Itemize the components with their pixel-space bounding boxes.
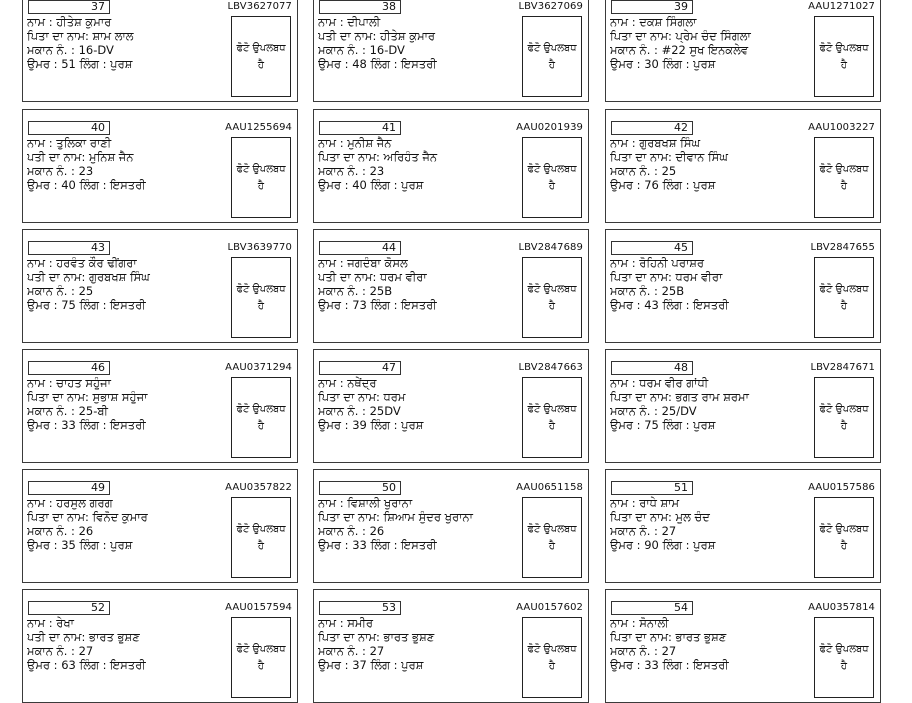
photo-label-line2: ਹੈ	[840, 420, 848, 432]
photo-label-line1: ਫੋਟੋ ਉਪਲਬਧ	[819, 643, 869, 655]
voter-card	[313, 469, 589, 583]
house-number: ਮਕਾਨ ਨੰ. : 27	[318, 644, 385, 658]
photo-placeholder	[231, 257, 291, 338]
epic-number: LBV3627069	[518, 1, 583, 12]
house-number: ਮਕਾਨ ਨੰ. : 27	[610, 644, 677, 658]
voter-card	[22, 469, 298, 583]
photo-label-line1: ਫੋਟੋ ਉਪਲਬਧ	[819, 283, 869, 295]
serial-number: 46	[28, 361, 110, 375]
photo-label-line1: ਫੋਟੋ ਉਪਲਬਧ	[236, 42, 286, 54]
epic-number: LBV2847655	[810, 242, 875, 253]
voter-card	[22, 349, 298, 463]
photo-label-line1: ਫੋਟੋ ਉਪਲਬਧ	[236, 523, 286, 535]
relation-name: ਪਿਤਾ ਦਾ ਨਾਮ: ਪ੍ਰੇਮ ਚੰਦ ਸਿੰਗਲਾ	[610, 29, 751, 43]
relation-name: ਪਿਤਾ ਦਾ ਨਾਮ: ਧਰਮ ਵੀਰਾ	[610, 270, 723, 284]
epic-number: AAU0157586	[808, 482, 875, 493]
voter-details	[27, 496, 232, 552]
photo-label-line1: ਫੋਟੋ ਉਪਲਬਧ	[527, 643, 577, 655]
voter-name: ਨਾਮ : ਵਿਸ਼ਾਲੀ ਖੁਰਾਨਾ	[318, 496, 413, 510]
photo-label-line1: ਫੋਟੋ ਉਪਲਬਧ	[236, 403, 286, 415]
voter-details	[27, 136, 232, 192]
photo-label-line1: ਫੋਟੋ ਉਪਲਬਧ	[819, 163, 869, 175]
serial-number: 44	[319, 241, 401, 255]
voter-name: ਨਾਮ : ਚਾਹਤ ਸਹੂੰਜਾ	[27, 376, 111, 390]
serial-number: 39	[611, 0, 693, 14]
house-number: ਮਕਾਨ ਨੰ. : 25/DV	[610, 404, 697, 418]
epic-number: AAU0201939	[516, 122, 583, 133]
voter-card	[605, 349, 881, 463]
age-gender: ਉਮਰ : 75 ਲਿੰਗ : ਇਸਤਰੀ	[27, 298, 146, 312]
house-number: ਮਕਾਨ ਨੰ. : 25DV	[318, 404, 401, 418]
photo-label-line1: ਫੋਟੋ ਉਪਲਬਧ	[527, 523, 577, 535]
voter-name: ਨਾਮ : ਧਰਮ ਵੀਰ ਗਾਂਧੀ	[610, 376, 709, 390]
voter-card	[605, 469, 881, 583]
voter-card	[605, 589, 881, 703]
photo-label-line2: ਹੈ	[840, 660, 848, 672]
serial-number: 48	[611, 361, 693, 375]
photo-label-line1: ਫੋਟੋ ਉਪਲਬਧ	[236, 283, 286, 295]
age-gender: ਉਮਰ : 90 ਲਿੰਗ : ਪੁਰਸ਼	[610, 538, 716, 552]
serial-number: 51	[611, 481, 693, 495]
relation-name: ਪਿਤਾ ਦਾ ਨਾਮ: ਸੁਭਾਸ਼ ਸਹੂੰਜਾ	[27, 390, 148, 404]
relation-name: ਪਿਤਾ ਦਾ ਨਾਮ: ਸ਼ਿਆਮ ਸੁੰਦਰ ਖੁਰਾਨਾ	[318, 510, 473, 524]
house-number: ਮਕਾਨ ਨੰ. : 25B	[610, 284, 685, 298]
relation-name: ਪਿਤਾ ਦਾ ਨਾਮ: ਅਰਿਹੰਤ ਜੈਨ	[318, 150, 438, 164]
epic-number: AAU1255694	[225, 122, 292, 133]
photo-placeholder	[814, 257, 874, 338]
photo-label-line2: ਹੈ	[548, 420, 556, 432]
voter-name: ਨਾਮ : ਤੁਲਿਕਾ ਰਾਣੀ	[27, 136, 112, 150]
voter-card	[605, 229, 881, 343]
voter-card	[605, 109, 881, 223]
epic-number: LBV3627077	[227, 1, 292, 12]
relation-name: ਪਤੀ ਦਾ ਨਾਮ: ਮੁਨਿਸ਼ ਜੈਨ	[27, 150, 134, 164]
age-gender: ਉਮਰ : 39 ਲਿੰਗ : ਪੁਰਸ਼	[318, 418, 424, 432]
house-number: ਮਕਾਨ ਨੰ. : 16-DV	[27, 43, 114, 57]
voter-card	[22, 109, 298, 223]
serial-number: 45	[611, 241, 693, 255]
voter-name: ਨਾਮ : ਦੀਪਾਲੀ	[318, 15, 381, 29]
epic-number: AAU0157602	[516, 602, 583, 613]
serial-number: 37	[28, 0, 110, 14]
epic-number: AAU0371294	[225, 362, 292, 373]
serial-number: 43	[28, 241, 110, 255]
house-number: ਮਕਾਨ ਨੰ. : 25B	[318, 284, 393, 298]
voter-name: ਨਾਮ : ਜਗਦੰਬਾ ਕੋਸਲ	[318, 256, 408, 270]
photo-placeholder	[231, 497, 291, 578]
epic-number: LBV2847663	[518, 362, 583, 373]
house-number: ਮਕਾਨ ਨੰ. : 25	[610, 164, 677, 178]
serial-number: 54	[611, 601, 693, 615]
photo-placeholder	[231, 137, 291, 218]
relation-name: ਪਿਤਾ ਦਾ ਨਾਮ: ਭਾਰਤ ਭੂਸ਼ਣ	[610, 630, 727, 644]
photo-placeholder	[522, 257, 582, 338]
voter-details	[610, 256, 815, 312]
voter-name: ਨਾਮ : ਨਥੇਂਦ੍ਰ	[318, 376, 377, 390]
voter-details	[610, 136, 815, 192]
relation-name: ਪਿਤਾ ਦਾ ਨਾਮ: ਵਿਨੋਦ ਕੁਮਾਰ	[27, 510, 148, 524]
voter-name: ਨਾਮ : ਰਾਧੇ ਸ਼ਾਮ	[610, 496, 680, 510]
serial-number: 53	[319, 601, 401, 615]
photo-label-line2: ਹੈ	[257, 59, 265, 71]
epic-number: AAU1271027	[808, 1, 875, 12]
photo-label-line2: ਹੈ	[840, 300, 848, 312]
epic-number: LBV2847689	[518, 242, 583, 253]
photo-label-line2: ਹੈ	[257, 180, 265, 192]
serial-number: 42	[611, 121, 693, 135]
photo-label-line2: ਹੈ	[840, 59, 848, 71]
voter-name: ਨਾਮ : ਹੀਤੇਸ਼ ਕੁਮਾਰ	[27, 15, 112, 29]
photo-label-line1: ਫੋਟੋ ਉਪਲਬਧ	[527, 42, 577, 54]
epic-number: AAU1003227	[808, 122, 875, 133]
voter-details	[318, 376, 523, 432]
house-number: ਮਕਾਨ ਨੰ. : 25	[27, 284, 94, 298]
serial-number: 38	[319, 0, 401, 14]
voter-name: ਨਾਮ : ਸਮੀਰ	[318, 616, 374, 630]
voter-details	[318, 616, 523, 672]
photo-placeholder	[522, 617, 582, 698]
age-gender: ਉਮਰ : 40 ਲਿੰਗ : ਇਸਤਰੀ	[27, 178, 146, 192]
photo-label-line2: ਹੈ	[257, 300, 265, 312]
voter-name: ਨਾਮ : ਹਰਵੰਤ ਕੌਰ ਢੀਂਗਰਾ	[27, 256, 137, 270]
age-gender: ਉਮਰ : 30 ਲਿੰਗ : ਪੁਰਸ਼	[610, 57, 716, 71]
age-gender: ਉਮਰ : 35 ਲਿੰਗ : ਪੁਰਸ਼	[27, 538, 133, 552]
epic-number: LBV2847671	[810, 362, 875, 373]
voter-name: ਨਾਮ : ਸੋਨਾਲੀ	[610, 616, 669, 630]
epic-number: AAU0357814	[808, 602, 875, 613]
voter-card	[313, 589, 589, 703]
photo-label-line2: ਹੈ	[548, 660, 556, 672]
photo-placeholder	[814, 377, 874, 458]
age-gender: ਉਮਰ : 37 ਲਿੰਗ : ਪੁਰਸ਼	[318, 658, 424, 672]
photo-placeholder	[231, 377, 291, 458]
house-number: ਮਕਾਨ ਨੰ. : 23	[27, 164, 94, 178]
age-gender: ਉਮਰ : 40 ਲਿੰਗ : ਪੁਰਸ਼	[318, 178, 424, 192]
age-gender: ਉਮਰ : 33 ਲਿੰਗ : ਇਸਤਰੀ	[318, 538, 437, 552]
relation-name: ਪਤੀ ਦਾ ਨਾਮ: ਹੀਤੇਸ਼ ਕੁਮਾਰ	[318, 29, 436, 43]
serial-number: 49	[28, 481, 110, 495]
voter-details	[27, 376, 232, 432]
house-number: ਮਕਾਨ ਨੰ. : 25-ਬੀ	[27, 404, 108, 418]
relation-name: ਪਿਤਾ ਦਾ ਨਾਮ: ਭਾਰਤ ਭੂਸ਼ਣ	[318, 630, 435, 644]
voter-card	[22, 229, 298, 343]
photo-label-line1: ਫੋਟੋ ਉਪਲਬਧ	[527, 163, 577, 175]
photo-placeholder	[814, 617, 874, 698]
photo-placeholder	[814, 137, 874, 218]
voter-card	[605, 0, 881, 102]
photo-placeholder	[231, 617, 291, 698]
voter-details	[318, 136, 523, 192]
voter-details	[27, 15, 232, 71]
relation-name: ਪਿਤਾ ਦਾ ਨਾਮ: ਦੀਵਾਨ ਸਿੰਘ	[610, 150, 728, 164]
photo-label-line2: ਹੈ	[548, 180, 556, 192]
voter-card	[22, 0, 298, 102]
age-gender: ਉਮਰ : 76 ਲਿੰਗ : ਪੁਰਸ਼	[610, 178, 716, 192]
house-number: ਮਕਾਨ ਨੰ. : 26	[27, 524, 94, 538]
voter-name: ਨਾਮ : ਰੇਖਾ	[27, 616, 74, 630]
serial-number: 52	[28, 601, 110, 615]
photo-label-line2: ਹੈ	[548, 300, 556, 312]
relation-name: ਪਿਤਾ ਦਾ ਨਾਮ: ਭਗਤ ਰਾਮ ਸ਼ਰਮਾ	[610, 390, 749, 404]
voter-details	[27, 256, 232, 312]
age-gender: ਉਮਰ : 73 ਲਿੰਗ : ਇਸਤਰੀ	[318, 298, 437, 312]
photo-label-line2: ਹੈ	[548, 540, 556, 552]
photo-placeholder	[231, 16, 291, 97]
photo-label-line1: ਫੋਟੋ ਉਪਲਬਧ	[819, 42, 869, 54]
photo-placeholder	[522, 16, 582, 97]
voter-details	[610, 616, 815, 672]
photo-placeholder	[522, 377, 582, 458]
photo-label-line2: ਹੈ	[257, 540, 265, 552]
photo-placeholder	[522, 137, 582, 218]
age-gender: ਉਮਰ : 51 ਲਿੰਗ : ਪੁਰਸ਼	[27, 57, 133, 71]
relation-name: ਪਤੀ ਦਾ ਨਾਮ: ਗੁਰਬਖਸ਼ ਸਿੰਘ	[27, 270, 150, 284]
age-gender: ਉਮਰ : 43 ਲਿੰਗ : ਇਸਤਰੀ	[610, 298, 729, 312]
voter-card	[313, 349, 589, 463]
photo-placeholder	[814, 497, 874, 578]
epic-number: AAU0651158	[516, 482, 583, 493]
photo-label-line1: ਫੋਟੋ ਉਪਲਬਧ	[819, 523, 869, 535]
voter-card	[313, 109, 589, 223]
voter-name: ਨਾਮ : ਰੋਹਿਨੀ ਪਰਾਸ਼ਰ	[610, 256, 705, 270]
relation-name: ਪਤੀ ਦਾ ਨਾਮ: ਧਰਮ ਵੀਰਾ	[318, 270, 427, 284]
epic-number: LBV3639770	[227, 242, 292, 253]
age-gender: ਉਮਰ : 63 ਲਿੰਗ : ਇਸਤਰੀ	[27, 658, 146, 672]
photo-label-line2: ਹੈ	[840, 540, 848, 552]
epic-number: AAU0157594	[225, 602, 292, 613]
voter-card	[313, 0, 589, 102]
age-gender: ਉਮਰ : 33 ਲਿੰਗ : ਇਸਤਰੀ	[610, 658, 729, 672]
voter-details	[318, 15, 523, 71]
voter-details	[318, 496, 523, 552]
voter-card	[313, 229, 589, 343]
photo-label-line1: ਫੋਟੋ ਉਪਲਬਧ	[527, 403, 577, 415]
voter-details	[610, 15, 815, 71]
photo-label-line1: ਫੋਟੋ ਉਪਲਬਧ	[819, 403, 869, 415]
photo-label-line2: ਹੈ	[840, 180, 848, 192]
age-gender: ਉਮਰ : 48 ਲਿੰਗ : ਇਸਤਰੀ	[318, 57, 437, 71]
voter-name: ਨਾਮ : ਦਕਸ਼ ਸਿੰਗਲਾ	[610, 15, 697, 29]
house-number: ਮਕਾਨ ਨੰ. : 26	[318, 524, 385, 538]
photo-label-line2: ਹੈ	[257, 660, 265, 672]
photo-label-line1: ਫੋਟੋ ਉਪਲਬਧ	[527, 283, 577, 295]
house-number: ਮਕਾਨ ਨੰ. : 16-DV	[318, 43, 405, 57]
house-number: ਮਕਾਨ ਨੰ. : 27	[610, 524, 677, 538]
relation-name: ਪਿਤਾ ਦਾ ਨਾਮ: ਧਰਮ	[318, 390, 406, 404]
voter-details	[318, 256, 523, 312]
voter-name: ਨਾਮ : ਹਰਸੁਲ ਗਰਗ	[27, 496, 113, 510]
photo-placeholder	[522, 497, 582, 578]
photo-label-line1: ਫੋਟੋ ਉਪਲਬਧ	[236, 643, 286, 655]
serial-number: 50	[319, 481, 401, 495]
photo-label-line2: ਹੈ	[548, 59, 556, 71]
photo-label-line2: ਹੈ	[257, 420, 265, 432]
house-number: ਮਕਾਨ ਨੰ. : 23	[318, 164, 385, 178]
house-number: ਮਕਾਨ ਨੰ. : 27	[27, 644, 94, 658]
photo-placeholder	[814, 16, 874, 97]
relation-name: ਪਿਤਾ ਦਾ ਨਾਮ: ਸ਼ਾਮ ਲਾਲ	[27, 29, 134, 43]
age-gender: ਉਮਰ : 33 ਲਿੰਗ : ਇਸਤਰੀ	[27, 418, 146, 432]
relation-name: ਪਤੀ ਦਾ ਨਾਮ: ਭਾਰਤ ਭੂਸ਼ਣ	[27, 630, 140, 644]
voter-details	[610, 496, 815, 552]
photo-label-line1: ਫੋਟੋ ਉਪਲਬਧ	[236, 163, 286, 175]
voter-details	[610, 376, 815, 432]
voter-card	[22, 589, 298, 703]
epic-number: AAU0357822	[225, 482, 292, 493]
age-gender: ਉਮਰ : 75 ਲਿੰਗ : ਪੁਰਸ਼	[610, 418, 716, 432]
voter-details	[27, 616, 232, 672]
relation-name: ਪਿਤਾ ਦਾ ਨਾਮ: ਮੂਲ ਚੰਦ	[610, 510, 710, 524]
voter-name: ਨਾਮ : ਮੁਨੀਸ਼ ਜੈਨ	[318, 136, 392, 150]
serial-number: 47	[319, 361, 401, 375]
house-number: ਮਕਾਨ ਨੰ. : #22 ਸੁਖ ਇਨਕਲੇਵ	[610, 43, 749, 57]
serial-number: 40	[28, 121, 110, 135]
voter-name: ਨਾਮ : ਗੁਰਬਖਸ਼ ਸਿੰਘ	[610, 136, 701, 150]
serial-number: 41	[319, 121, 401, 135]
